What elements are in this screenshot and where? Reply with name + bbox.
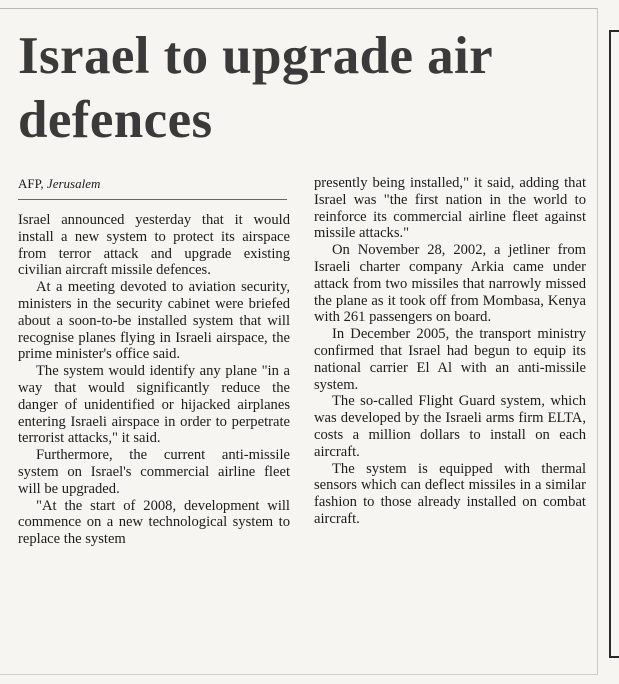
paragraph: Furthermore, the current anti-missile system on Israel's commercial airline fleet will be upgraded. bbox=[18, 447, 290, 497]
article-column-1 bbox=[18, 212, 290, 548]
paragraph: On November 28, 2002, a jetliner from Israeli charter company Arkia came under attack from two missiles that narrowly missed the plane as it took off from Mombasa, Kenya with 261 passengers on board. bbox=[314, 242, 586, 326]
paragraph: "At the start of 2008, development will commence on a new technological system to replace the system bbox=[18, 497, 290, 548]
adjacent-article-border bbox=[609, 30, 619, 658]
paragraph: Israel announced yesterday that it would install a new system to protect its airspace from terror attack and upgrade existing civilian aircraft missile defences. bbox=[18, 212, 290, 279]
byline-agency: AFP bbox=[18, 176, 41, 191]
paragraph: The system would identify any plane "in a way that would significantly reduce the danger of unidentified or hijacked airplanes entering Israeli airspace in order to perpetrate terrorist attacks," it said. bbox=[18, 363, 290, 447]
column-divider bbox=[597, 8, 598, 674]
top-rule bbox=[0, 8, 598, 9]
paragraph: The system is equipped with thermal sensors which can deflect missiles in a similar fashion to those already installed on combat aircraft. bbox=[314, 460, 586, 527]
byline-rule bbox=[18, 199, 287, 200]
byline: AFP, Jerusalem bbox=[18, 176, 101, 191]
paragraph: In December 2005, the transport ministry confirmed that Israel had begun to equip its national carrier El Al with an anti-missile system. bbox=[314, 326, 586, 393]
byline-place: Jerusalem bbox=[46, 176, 101, 191]
bottom-rule bbox=[0, 674, 598, 675]
paragraph: presently being installed," it said, adding that Israel was "the first nation in the world to reinforce its commercial airline fleet against missile attacks." bbox=[314, 175, 586, 242]
article-column-2 bbox=[314, 175, 586, 528]
paragraph: At a meeting devoted to aviation security, ministers in the security cabinet were briefed about a soon-to-be installed system that will recognise planes flying in Israeli airspace, the prime minister's office said. bbox=[18, 279, 290, 363]
headline: Israel to upgrade air defences bbox=[18, 27, 493, 149]
paragraph: The so-called Flight Guard system, which was developed by the Israeli arms firm ELTA, costs a million dollars to install on each aircraft. bbox=[314, 393, 586, 460]
